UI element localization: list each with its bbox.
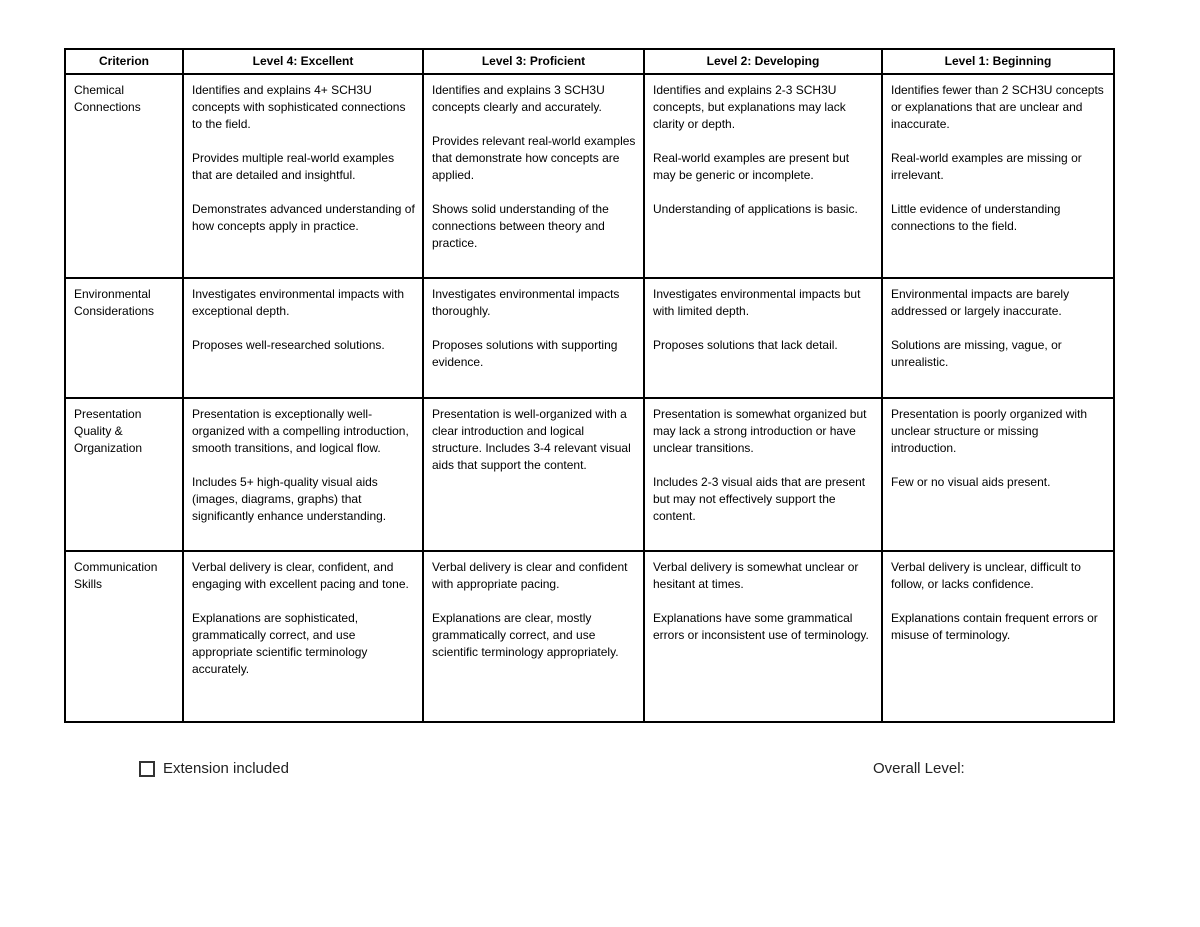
level-4-cell	[183, 278, 423, 398]
descriptor-text: Explanations are sophisticated, grammatically correct, and use appropriate scientific terminology accurately.	[192, 611, 368, 676]
level-3-cell	[423, 74, 644, 278]
level-4-cell	[183, 74, 423, 278]
descriptor-text: Provides multiple real-world examples that are detailed and insightful.	[192, 151, 395, 182]
descriptor-text: Investigates environmental impacts thoroughly.	[432, 287, 620, 318]
descriptor-text: Provides relevant real-world examples that demonstrate how concepts are applied.	[432, 134, 636, 182]
descriptor-text: Shows solid understanding of the connections between theory and practice.	[432, 202, 609, 250]
descriptor-text: Verbal delivery is somewhat unclear or hesitant at times.	[653, 560, 859, 591]
descriptor-text: Identifies and explains 4+ SCH3U concepts with sophisticated connections to the field.	[192, 83, 406, 131]
descriptor-text: Few or no visual aids present.	[891, 475, 1051, 489]
level-1-cell	[882, 551, 1114, 722]
header-criterion: Criterion	[65, 49, 183, 74]
header-level-4: Level 4: Excellent	[183, 49, 423, 74]
descriptor-text: Little evidence of understanding connections to the field.	[891, 202, 1061, 233]
descriptor-text: Identifies fewer than 2 SCH3U concepts or explanations that are unclear and inaccurate.	[891, 83, 1104, 131]
criterion-label: Environmental Considerations	[74, 287, 155, 318]
level-2-cell	[644, 74, 882, 278]
header-level-3: Level 3: Proficient	[423, 49, 644, 74]
descriptor-text: Environmental impacts are barely addressed or largely inaccurate.	[891, 287, 1070, 318]
criterion-label: Chemical Connections	[74, 83, 141, 114]
extension-checkbox[interactable]	[139, 761, 155, 777]
descriptor-text: Presentation is exceptionally well-organized with a compelling introduction, smooth transitions, and logical flow.	[192, 407, 409, 455]
criterion-label: Presentation Quality & Organization	[74, 407, 143, 455]
descriptor-text: Verbal delivery is clear, confident, and engaging with excellent pacing and tone.	[192, 560, 409, 591]
level-1-cell	[882, 74, 1114, 278]
criterion-cell	[65, 74, 183, 278]
descriptor-text: Explanations have some grammatical errors or inconsistent use of terminology.	[653, 611, 869, 642]
descriptor-text: Proposes well-researched solutions.	[192, 338, 385, 352]
level-1-cell	[882, 278, 1114, 398]
descriptor-text: Explanations contain frequent errors or misuse of terminology.	[891, 611, 1098, 642]
descriptor-text: Identifies and explains 2-3 SCH3U concepts, but explanations may lack clarity or depth.	[653, 83, 846, 131]
level-4-cell	[183, 551, 423, 722]
overall-level-label: Overall Level:	[873, 760, 965, 777]
criterion-cell	[65, 398, 183, 551]
rubric-table	[64, 48, 1115, 723]
descriptor-text: Demonstrates advanced understanding of how concepts apply in practice.	[192, 202, 415, 233]
table-row	[65, 398, 1114, 551]
level-2-cell	[644, 398, 882, 551]
descriptor-text: Proposes solutions with supporting evidence.	[432, 338, 618, 369]
level-3-cell	[423, 278, 644, 398]
level-4-cell	[183, 398, 423, 551]
header-row	[65, 49, 1114, 74]
descriptor-text: Explanations are clear, mostly grammatically correct, and use scientific terminology appropriately.	[432, 611, 619, 659]
header-level-1: Level 1: Beginning	[882, 49, 1114, 74]
level-2-cell	[644, 551, 882, 722]
descriptor-text: Verbal delivery is unclear, difficult to follow, or lacks confidence.	[891, 560, 1081, 591]
descriptor-text: Understanding of applications is basic.	[653, 202, 858, 216]
descriptor-text: Identifies and explains 3 SCH3U concepts clearly and accurately.	[432, 83, 605, 114]
criterion-cell	[65, 551, 183, 722]
level-2-cell	[644, 278, 882, 398]
level-3-cell	[423, 551, 644, 722]
descriptor-text: Investigates environmental impacts but with limited depth.	[653, 287, 861, 318]
level-1-cell	[882, 398, 1114, 551]
descriptor-text: Real-world examples are missing or irrelevant.	[891, 151, 1082, 182]
descriptor-text: Presentation is poorly organized with unclear structure or missing introduction.	[891, 407, 1088, 455]
criterion-label: Communication Skills	[74, 560, 158, 591]
descriptor-text: Presentation is somewhat organized but may lack a strong introduction or have unclear transitions.	[653, 407, 867, 455]
descriptor-text: Investigates environmental impacts with exceptional depth.	[192, 287, 405, 318]
descriptor-text: Verbal delivery is clear and confident with appropriate pacing.	[432, 560, 628, 591]
table-row	[65, 551, 1114, 722]
descriptor-text: Includes 2-3 visual aids that are present but may not effectively support the content.	[653, 475, 866, 523]
descriptor-text: Real-world examples are present but may be generic or incomplete.	[653, 151, 850, 182]
descriptor-text: Proposes solutions that lack detail.	[653, 338, 838, 352]
extension-label: Extension included	[163, 760, 289, 777]
descriptor-text: Includes 5+ high-quality visual aids (images, diagrams, graphs) that significantly enhance understanding.	[192, 475, 387, 523]
header-level-2: Level 2: Developing	[644, 49, 882, 74]
descriptor-text: Solutions are missing, vague, or unrealistic.	[891, 338, 1062, 369]
criterion-cell	[65, 278, 183, 398]
level-3-cell	[423, 398, 644, 551]
table-row	[65, 74, 1114, 278]
descriptor-text: Presentation is well-organized with a clear introduction and logical structure. Includes 3-4 relevant visual aids that support the content.	[432, 407, 631, 472]
table-row	[65, 278, 1114, 398]
